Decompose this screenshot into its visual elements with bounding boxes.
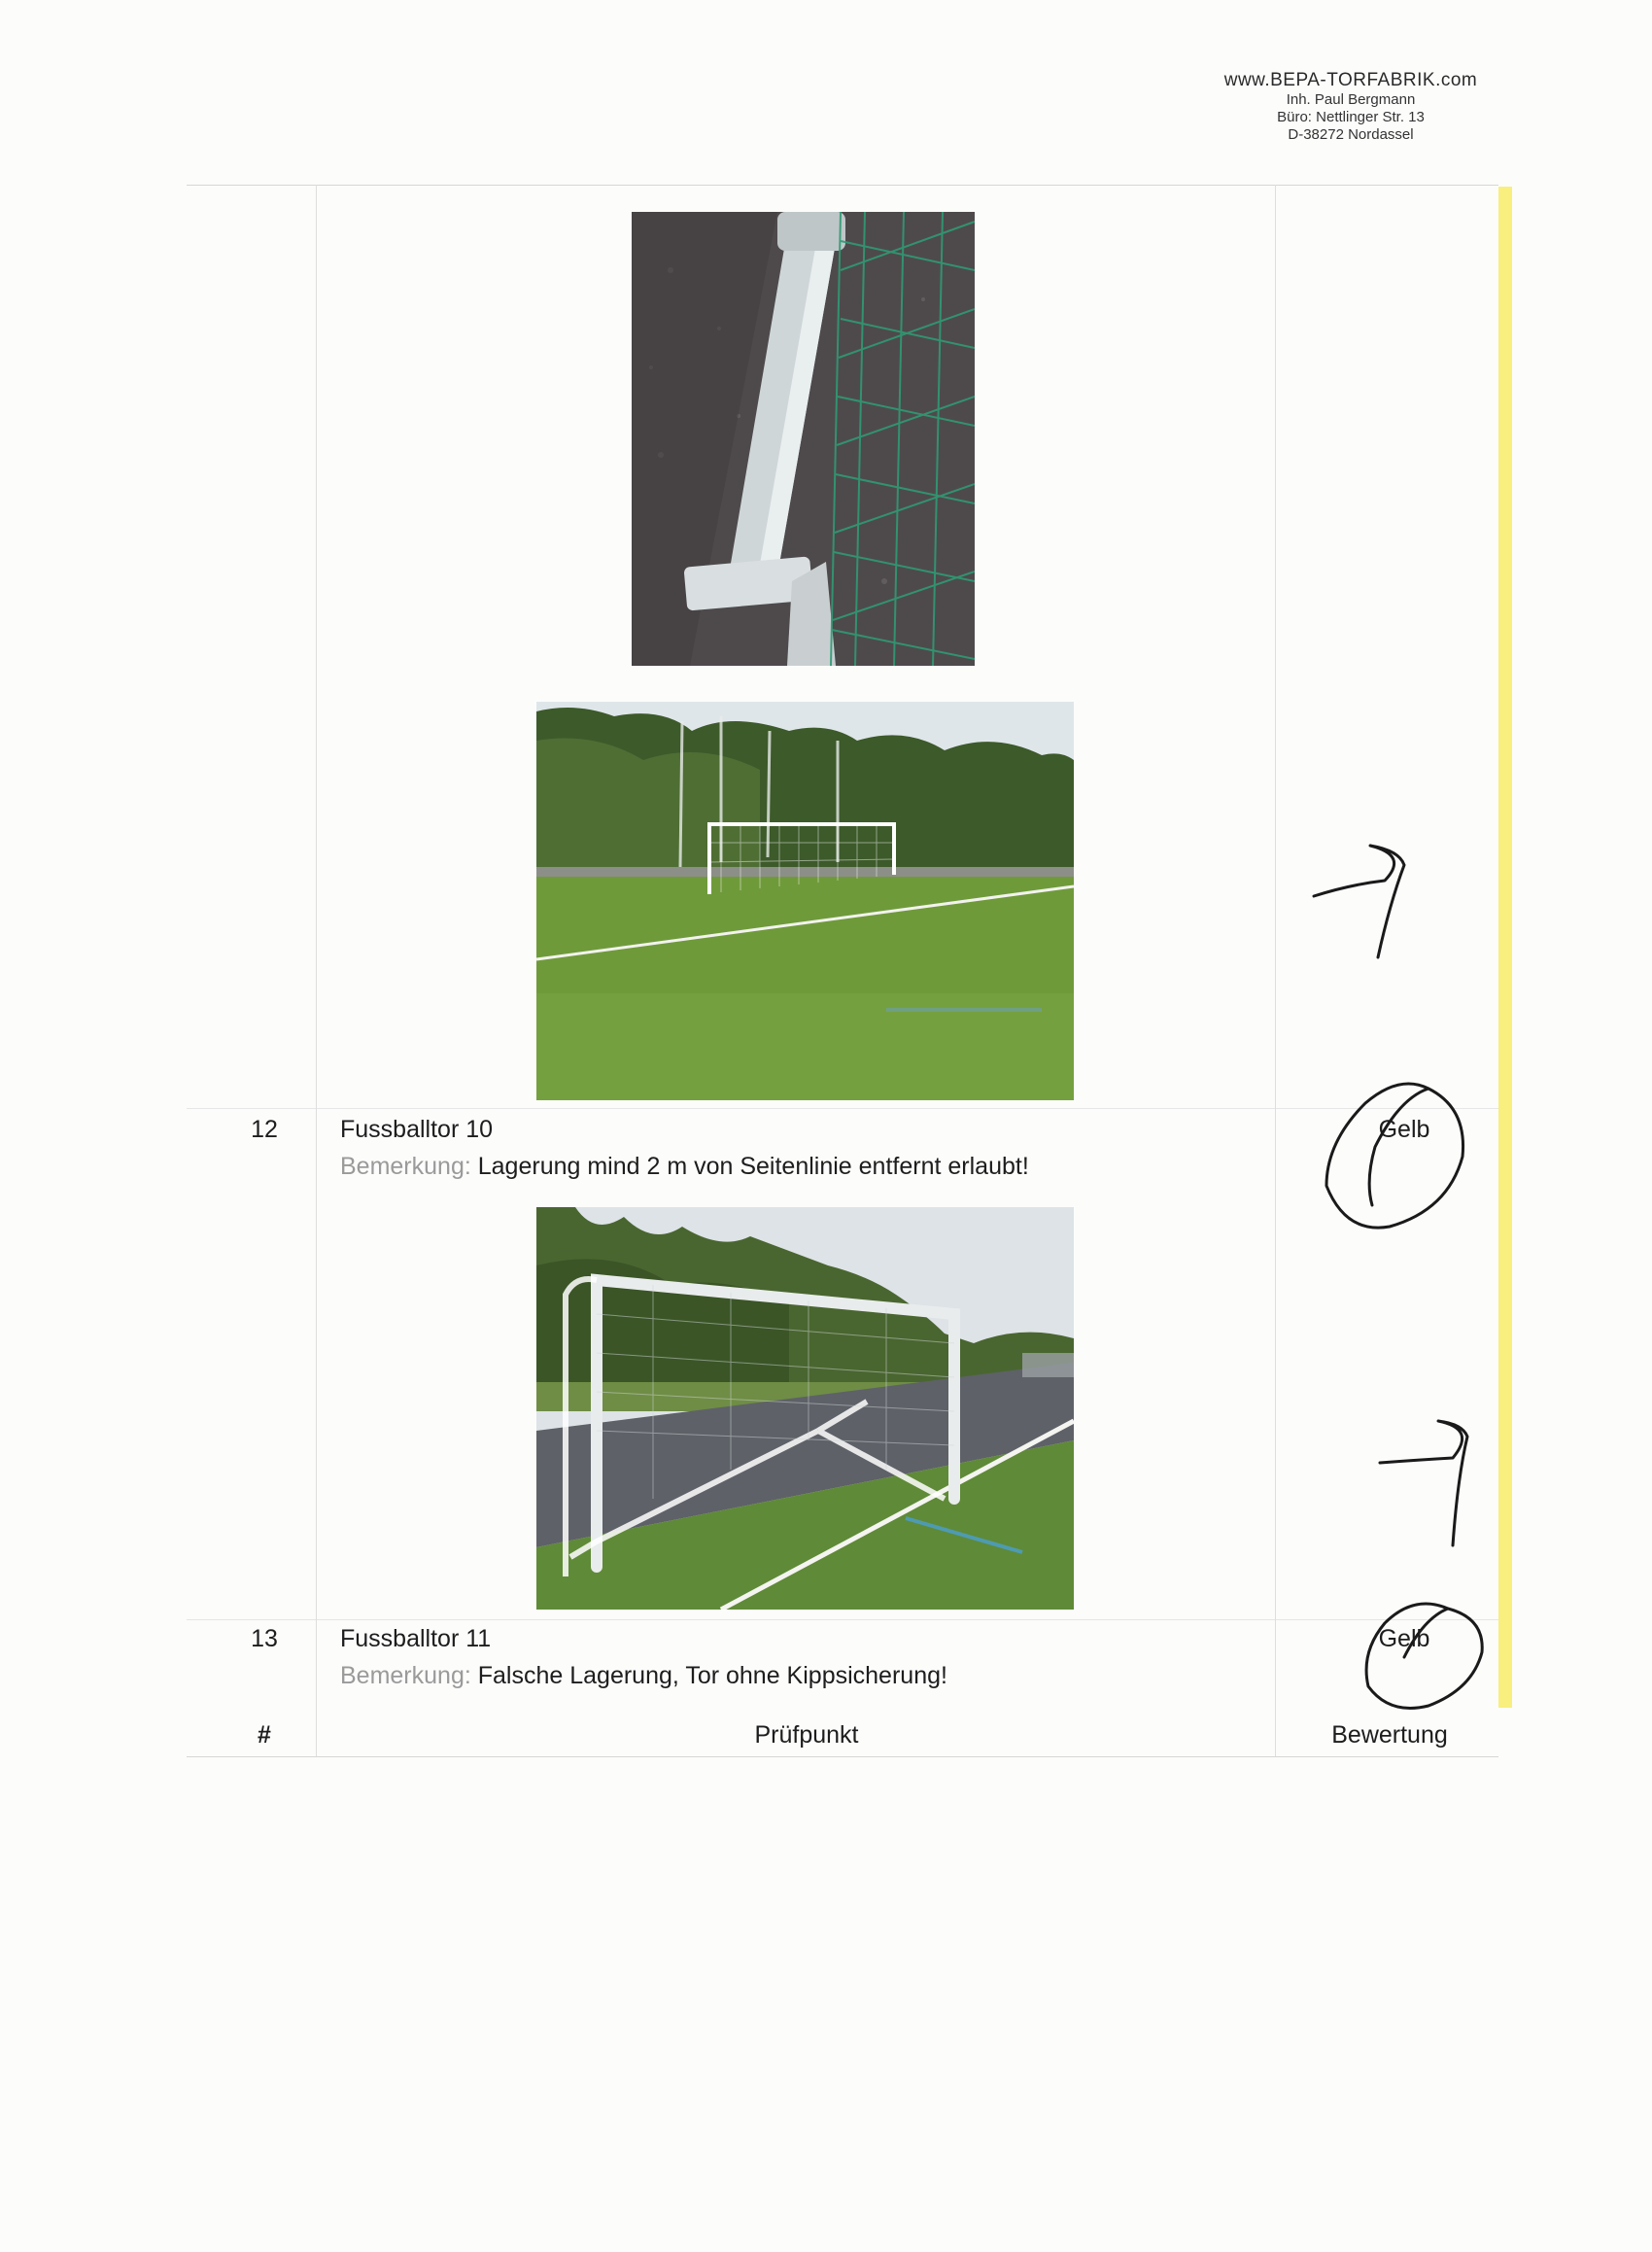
grade-13: Gelb bbox=[1378, 1625, 1430, 1652]
remark-label: Bemerkung: bbox=[340, 1662, 471, 1689]
company-office: Büro: Nettlinger Str. 13 bbox=[1277, 109, 1425, 125]
table-top-border bbox=[187, 185, 1498, 186]
handwritten-seven-1 bbox=[1314, 846, 1404, 957]
company-owner: Inh. Paul Bergmann bbox=[1286, 91, 1416, 108]
photo-goal-on-field bbox=[536, 702, 1074, 1100]
goal-on-field-image bbox=[536, 702, 1074, 1100]
row-number-12: 12 bbox=[251, 1116, 278, 1143]
handwritten-circle-1 bbox=[1326, 1084, 1463, 1228]
handwritten-seven-2 bbox=[1380, 1421, 1467, 1545]
column-heading-number: # bbox=[258, 1721, 271, 1749]
remark-text: Falsche Lagerung, Tor ohne Kippsicherung! bbox=[477, 1662, 947, 1689]
table-bottom-border bbox=[187, 1756, 1498, 1757]
column-heading-rating: Bewertung bbox=[1331, 1721, 1448, 1749]
column-divider-right bbox=[1275, 185, 1276, 1756]
row-divider-12 bbox=[187, 1108, 1498, 1109]
letterhead bbox=[1127, 70, 1574, 144]
checkpoint-title-13: Fussballtor 11 bbox=[340, 1625, 492, 1652]
column-heading-checkpoint: Prüfpunkt bbox=[754, 1721, 859, 1749]
highlighter-stripe bbox=[1498, 187, 1512, 1708]
grade-12: Gelb bbox=[1378, 1116, 1430, 1143]
company-city: D-38272 Nordassel bbox=[1288, 126, 1414, 143]
goal-on-asphalt-image bbox=[536, 1207, 1074, 1610]
column-divider-left bbox=[316, 185, 317, 1756]
row-number-13: 13 bbox=[251, 1625, 278, 1652]
checkpoint-title-12: Fussballtor 10 bbox=[340, 1116, 494, 1143]
photo-goalpost-closeup bbox=[632, 212, 975, 666]
checkpoint-remark-13 bbox=[340, 1662, 947, 1690]
goalpost-closeup-image bbox=[632, 212, 975, 666]
company-website: www.BEPA-TORFABRIK.com bbox=[1223, 70, 1478, 90]
remark-label: Bemerkung: bbox=[340, 1153, 471, 1180]
remark-text: Lagerung mind 2 m von Seitenlinie entfernt erlaubt! bbox=[477, 1153, 1029, 1180]
photo-goal-on-asphalt bbox=[536, 1207, 1074, 1610]
row-divider-13 bbox=[187, 1619, 1498, 1620]
checkpoint-remark-12 bbox=[340, 1153, 1029, 1181]
